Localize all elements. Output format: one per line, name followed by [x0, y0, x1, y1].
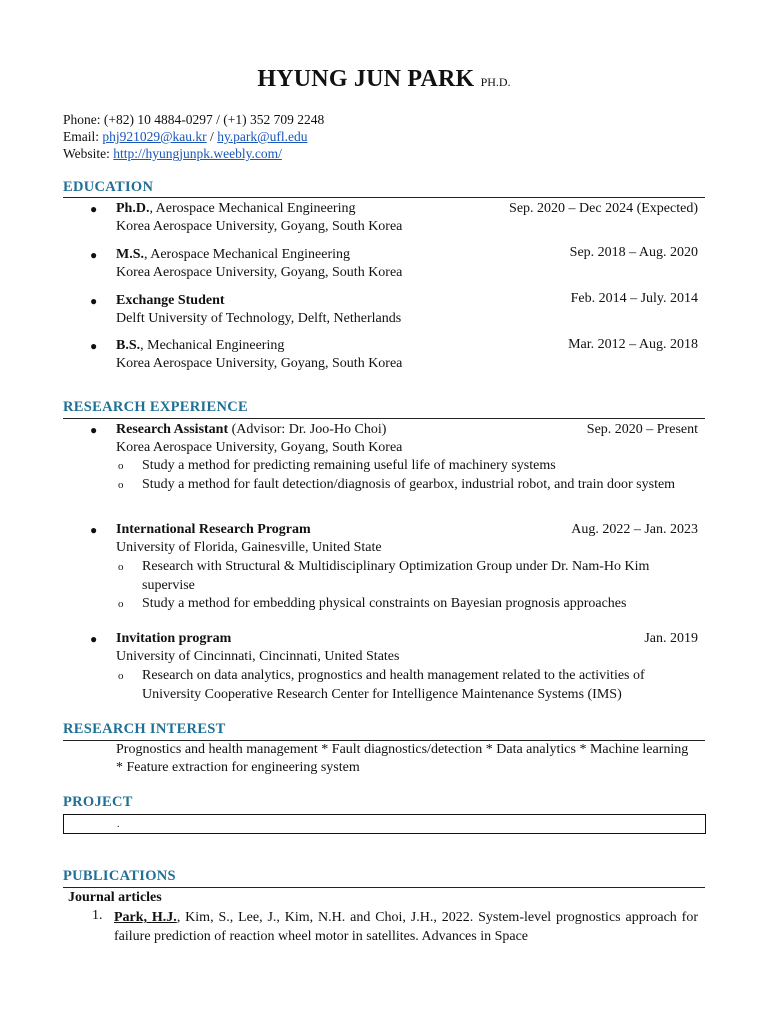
bullet-icon: ● [90, 339, 98, 353]
bullet-icon: ● [90, 248, 98, 262]
circle-bullet-icon: o [118, 598, 124, 610]
degree-label: Ph.D. [116, 201, 150, 216]
education-divider [63, 197, 705, 198]
research-entry-assistant [116, 421, 536, 457]
research-point: Study a method for embedding physical constraints on Bayesian prognosis approaches [142, 596, 627, 611]
research-date-international: Aug. 2022 – Jan. 2023 [571, 522, 698, 537]
degree-field: , Mechanical Engineering [140, 338, 285, 353]
education-date-phd: Sep. 2020 – Dec 2024 (Expected) [509, 201, 698, 216]
research-title: Research Assistant [116, 422, 229, 437]
website-line [63, 145, 324, 162]
research-place: University of Florida, Gainesville, United State [116, 540, 382, 555]
circle-bullet-icon: o [118, 670, 124, 682]
research-title: International Research Program [116, 522, 311, 537]
research-experience-heading: RESEARCH EXPERIENCE [63, 399, 248, 415]
publication-author: Park, H.J. [114, 910, 177, 925]
website-link[interactable]: http://hyungjunpk.weebly.com/ [113, 146, 282, 161]
degree-label: M.S. [116, 247, 144, 262]
education-heading: EDUCATION [63, 179, 154, 195]
resume-name [0, 66, 768, 93]
research-place: Korea Aerospace University, Goyang, South Korea [116, 440, 403, 455]
education-entry-exchange [116, 292, 536, 328]
email-label: Email: [63, 129, 103, 144]
publication-details: , Kim, S., Lee, J., Kim, N.H. and Choi, J.H., 2022. System-level prognostics approach for failure prediction of reaction wheel motor in satellites. Advances in Space [114, 910, 698, 944]
contact-block [63, 111, 324, 162]
bullet-icon: ● [90, 294, 98, 308]
email-line [63, 128, 324, 145]
project-box [63, 814, 706, 834]
education-entry-bs [116, 337, 536, 373]
education-date-exchange: Feb. 2014 – July. 2014 [570, 291, 698, 306]
research-point: Research with Structural & Multidisciplinary Optimization Group under Dr. Nam-Ho Kim supervise [142, 559, 650, 593]
school-name: Korea Aerospace University, Goyang, South Korea [116, 265, 403, 280]
bullet-icon: ● [90, 632, 98, 646]
education-date-ms: Sep. 2018 – Aug. 2020 [569, 245, 698, 260]
project-heading: PROJECT [63, 794, 133, 810]
research-point: Study a method for predicting remaining useful life of machinery systems [142, 458, 556, 473]
research-experience-divider [63, 418, 705, 419]
journal-articles-subheading: Journal articles [68, 890, 162, 905]
name-suffix: PH.D. [480, 75, 511, 89]
bullet-icon: ● [90, 202, 98, 216]
research-point: Research on data analytics, prognostics and health management related to the activities of University Cooperative Research Center for Intelligence Maintenance Systems (IMS) [142, 668, 645, 702]
publications-heading: PUBLICATIONS [63, 868, 176, 884]
circle-bullet-icon: o [118, 460, 124, 472]
publications-divider [63, 887, 705, 888]
publication-number: 1. [92, 908, 103, 923]
school-name: Korea Aerospace University, Goyang, South Korea [116, 219, 403, 234]
email-link-primary[interactable]: phj921029@kau.kr [102, 129, 207, 144]
project-placeholder: . [117, 819, 120, 830]
education-entry-ms [116, 246, 536, 282]
circle-bullet-icon: o [118, 561, 124, 573]
school-name: Delft University of Technology, Delft, Netherlands [116, 311, 402, 326]
research-place: University of Cincinnati, Cincinnati, United States [116, 649, 400, 664]
name-text: HYUNG JUN PARK [257, 66, 475, 92]
research-date-assistant: Sep. 2020 – Present [586, 422, 698, 437]
research-title-extra: (Advisor: Dr. Joo-Ho Choi) [228, 422, 387, 437]
publication-entry [114, 908, 698, 946]
bullet-icon: ● [90, 523, 98, 537]
research-point: Study a method for fault detection/diagnosis of gearbox, industrial robot, and train door system [142, 477, 676, 492]
research-date-invitation: Jan. 2019 [644, 631, 698, 646]
bullet-icon: ● [90, 423, 98, 437]
phone-line: Phone: (+82) 10 4884-0297 / (+1) 352 709 2248 [63, 112, 325, 127]
degree-field: , Aerospace Mechanical Engineering [144, 247, 351, 262]
degree-label: Exchange Student [116, 293, 225, 308]
circle-bullet-icon: o [118, 479, 124, 491]
degree-label: B.S. [116, 338, 141, 353]
website-label: Website: [63, 146, 114, 161]
research-interest-text: Prognostics and health management * Fault diagnostics/detection * Data analytics * Machine learning * Feature extraction for engineering system [116, 742, 689, 775]
research-entry-international [116, 521, 536, 557]
degree-field: , Aerospace Mechanical Engineering [149, 201, 356, 216]
education-date-bs: Mar. 2012 – Aug. 2018 [568, 337, 698, 352]
email-link-secondary[interactable]: hy.park@ufl.edu [217, 129, 308, 144]
research-entry-invitation [116, 630, 536, 666]
research-title: Invitation program [116, 631, 232, 646]
education-entry-phd [116, 200, 536, 236]
research-interest-heading: RESEARCH INTEREST [63, 721, 226, 737]
school-name: Korea Aerospace University, Goyang, South Korea [116, 356, 403, 371]
email-separator: / [206, 129, 218, 144]
